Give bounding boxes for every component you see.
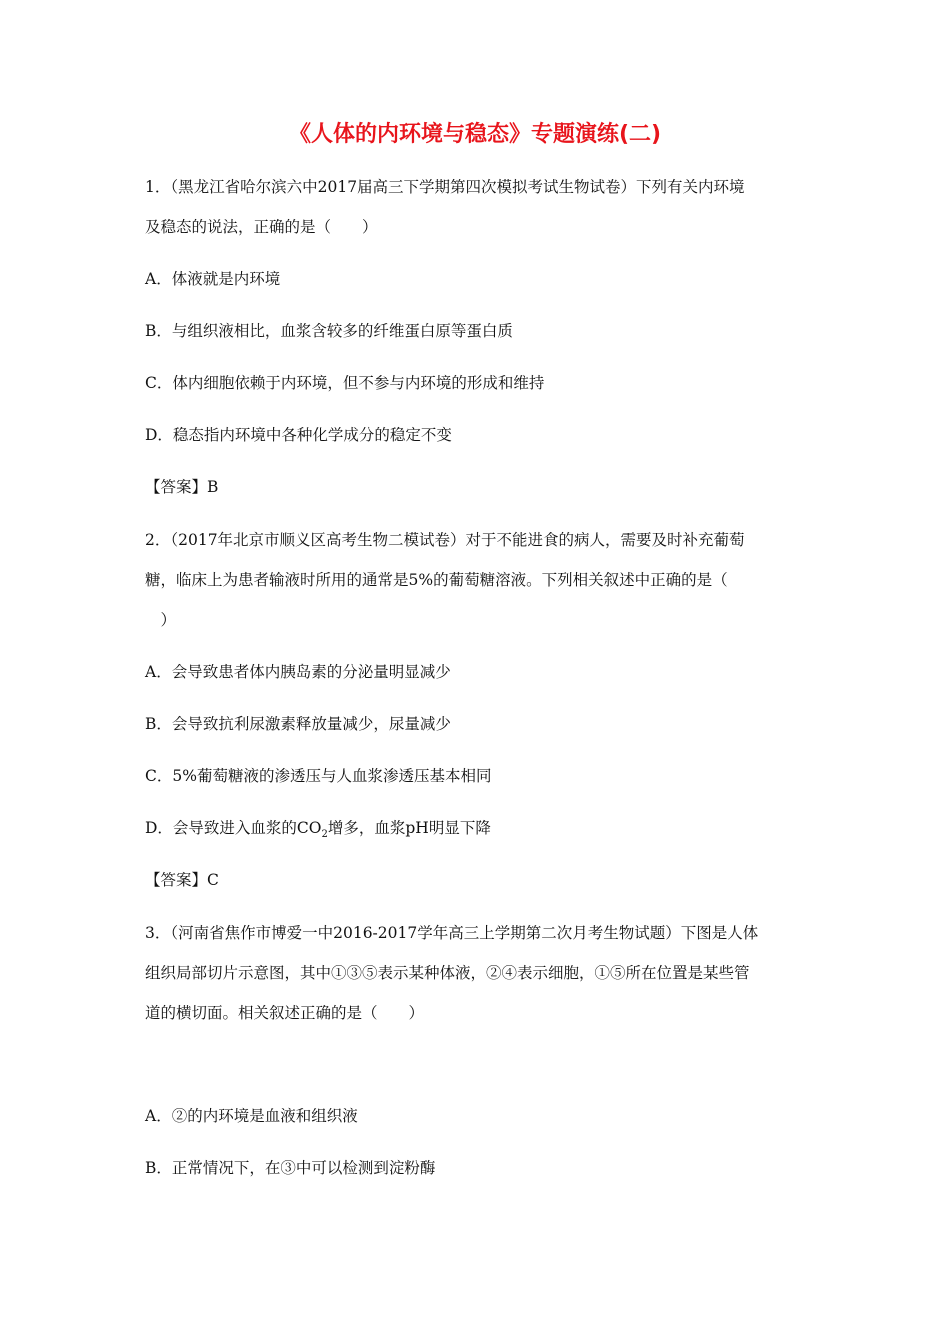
q2-stem-line-2: 糖，临床上为患者输液时所用的通常是5%的葡萄糖溶液。下列相关叙述中正确的是（	[145, 571, 728, 589]
q2-option-d-text-before: D．会导致进入血浆的CO	[145, 819, 322, 837]
q1-option-d: D．稳态指内环境中各种化学成分的稳定不变	[145, 426, 452, 444]
q2-option-b: B．会导致抗利尿激素释放量减少，尿量减少	[145, 715, 451, 733]
q2-option-a: A．会导致患者体内胰岛素的分泌量明显减少	[145, 663, 451, 681]
q1-stem-line-2: 及稳态的说法，正确的是（ ）	[145, 218, 378, 236]
q3-stem-line-2: 组织局部切片示意图，其中①③⑤表示某种体液，②④表示细胞，①⑤所在位置是某些管	[145, 964, 750, 982]
q3-stem-line-1: 3．（河南省焦作市博爱一中2016-2017学年高三上学期第二次月考生物试题）下图是人体	[145, 924, 759, 942]
q3-option-a: A．②的内环境是血液和组织液	[145, 1107, 358, 1125]
q2-stem-line-3: ）	[145, 611, 177, 629]
q1-stem-line-1: 1．（黑龙江省哈尔滨六中2017届高三下学期第四次模拟考试生物试卷）下列有关内环境	[145, 178, 745, 196]
q1-option-c: C．体内细胞依赖于内环境，但不参与内环境的形成和维持	[145, 374, 545, 392]
q2-option-d-subscript: 2	[321, 829, 328, 841]
q3-stem-line-3: 道的横切面。相关叙述正确的是（ ）	[145, 1004, 425, 1022]
q2-option-d-text-after: 增多，血浆pH明显下降	[327, 819, 491, 837]
q2-option-d	[145, 816, 815, 847]
q1-answer: 【答案】B	[145, 478, 219, 496]
q2-stem-line-1: 2．（2017年北京市顺义区高考生物二模试卷）对于不能进食的病人，需要及时补充葡萄	[145, 531, 745, 549]
q2-answer: 【答案】C	[145, 871, 219, 889]
q2-option-c: C．5%葡萄糖液的渗透压与人血浆渗透压基本相同	[145, 767, 492, 785]
q3-option-b: B．正常情况下，在③中可以检测到淀粉酶	[145, 1159, 436, 1177]
q1-option-a: A．体液就是内环境	[145, 270, 281, 288]
q1-option-b: B．与组织液相比，血浆含较多的纤维蛋白原等蛋白质	[145, 322, 513, 340]
document-title: 《人体的内环境与稳态》专题演练(二)	[288, 122, 662, 147]
